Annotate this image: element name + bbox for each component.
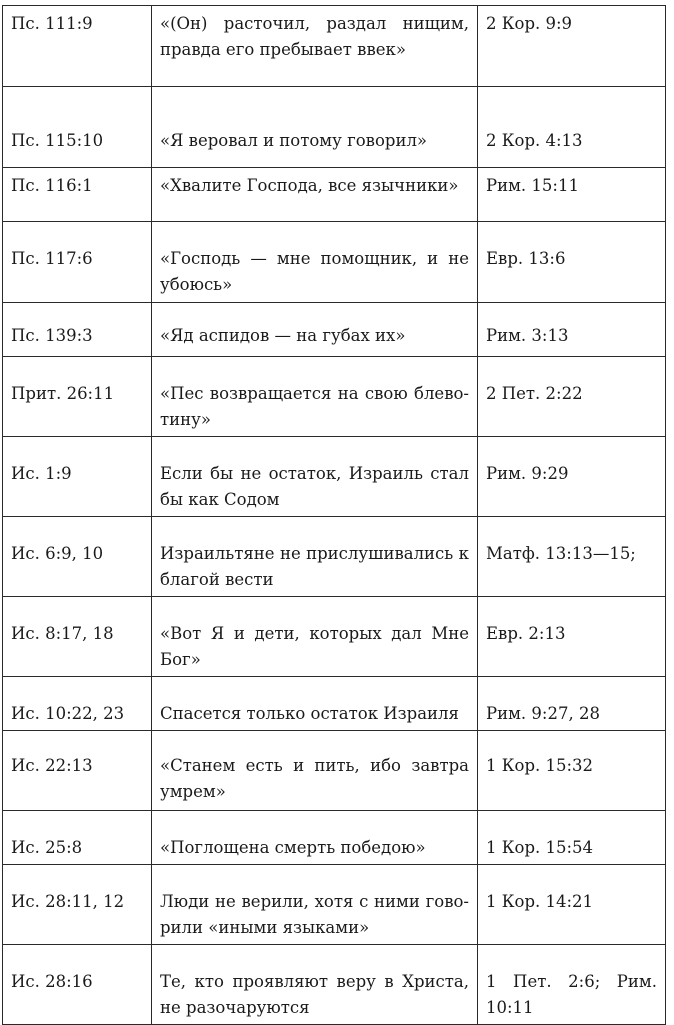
source-cell: Пс. 115:10 [3,87,152,168]
text-cell: «Поглощена смерть победою» [152,811,478,865]
reference-cell: Рим. 3:13 [478,303,666,357]
table-row [3,731,666,811]
reference-cell: 1 Кор. 14:21 [478,865,666,945]
text-cell: «Вот Я и дети, которых дал Мне Бог» [152,597,478,677]
source-cell: Пс. 116:1 [3,168,152,222]
text-cell: Люди не верили, хотя с ними гово-рили «иными языками» [152,865,478,945]
source-cell: Пс. 117:6 [3,222,152,303]
source-cell: Ис. 8:17, 18 [3,597,152,677]
table-row [3,357,666,437]
text-cell: «Яд аспидов — на губах их» [152,303,478,357]
text-cell: «Господь — мне помощник, и не убоюсь» [152,222,478,303]
text-cell: Израильтяне не прислушивались к благой вести [152,517,478,597]
text-cell: «(Он) расточил, раздал нищим, правда его пребывает ввек» [152,6,478,87]
reference-cell: 1 Кор. 15:54 [478,811,666,865]
reference-cell: 2 Кор. 9:9 [478,6,666,87]
reference-cell: Евр. 2:13 [478,597,666,677]
table-row [3,811,666,865]
scripture-reference-table [2,5,666,1025]
source-cell: Ис. 10:22, 23 [3,677,152,731]
reference-cell: 2 Пет. 2:22 [478,357,666,437]
source-cell: Прит. 26:11 [3,357,152,437]
reference-cell: Рим. 15:11 [478,168,666,222]
table-row [3,87,666,168]
text-cell: «Пес возвращается на свою блево-тину» [152,357,478,437]
table-row [3,168,666,222]
text-cell: Спасется только остаток Израиля [152,677,478,731]
text-cell: Те, кто проявляют веру в Христа, не разочаруются [152,945,478,1025]
text-cell: «Я веровал и потому говорил» [152,87,478,168]
text-cell: Если бы не остаток, Израиль стал бы как Содом [152,437,478,517]
table-row [3,517,666,597]
source-cell: Пс. 111:9 [3,6,152,87]
table-row [3,677,666,731]
source-cell: Пс. 139:3 [3,303,152,357]
source-cell: Ис. 25:8 [3,811,152,865]
table-row [3,437,666,517]
reference-cell: Евр. 13:6 [478,222,666,303]
table-row [3,6,666,87]
table-row [3,597,666,677]
text-cell: «Хвалите Господа, все язычники» [152,168,478,222]
reference-cell: Рим. 9:29 [478,437,666,517]
source-cell: Ис. 6:9, 10 [3,517,152,597]
text-cell: «Станем есть и пить, ибо завтра умрем» [152,731,478,811]
table-row [3,222,666,303]
reference-cell: Матф. 13:13—15; [478,517,666,597]
reference-cell: 1 Кор. 15:32 [478,731,666,811]
table-row [3,303,666,357]
table-row [3,945,666,1025]
source-cell: Ис. 1:9 [3,437,152,517]
reference-cell: Рим. 9:27, 28 [478,677,666,731]
source-cell: Ис. 28:16 [3,945,152,1025]
source-cell: Ис. 22:13 [3,731,152,811]
reference-cell: 2 Кор. 4:13 [478,87,666,168]
source-cell: Ис. 28:11, 12 [3,865,152,945]
reference-cell: 1 Пет. 2:6; Рим. 10:11 [478,945,666,1025]
table-row [3,865,666,945]
